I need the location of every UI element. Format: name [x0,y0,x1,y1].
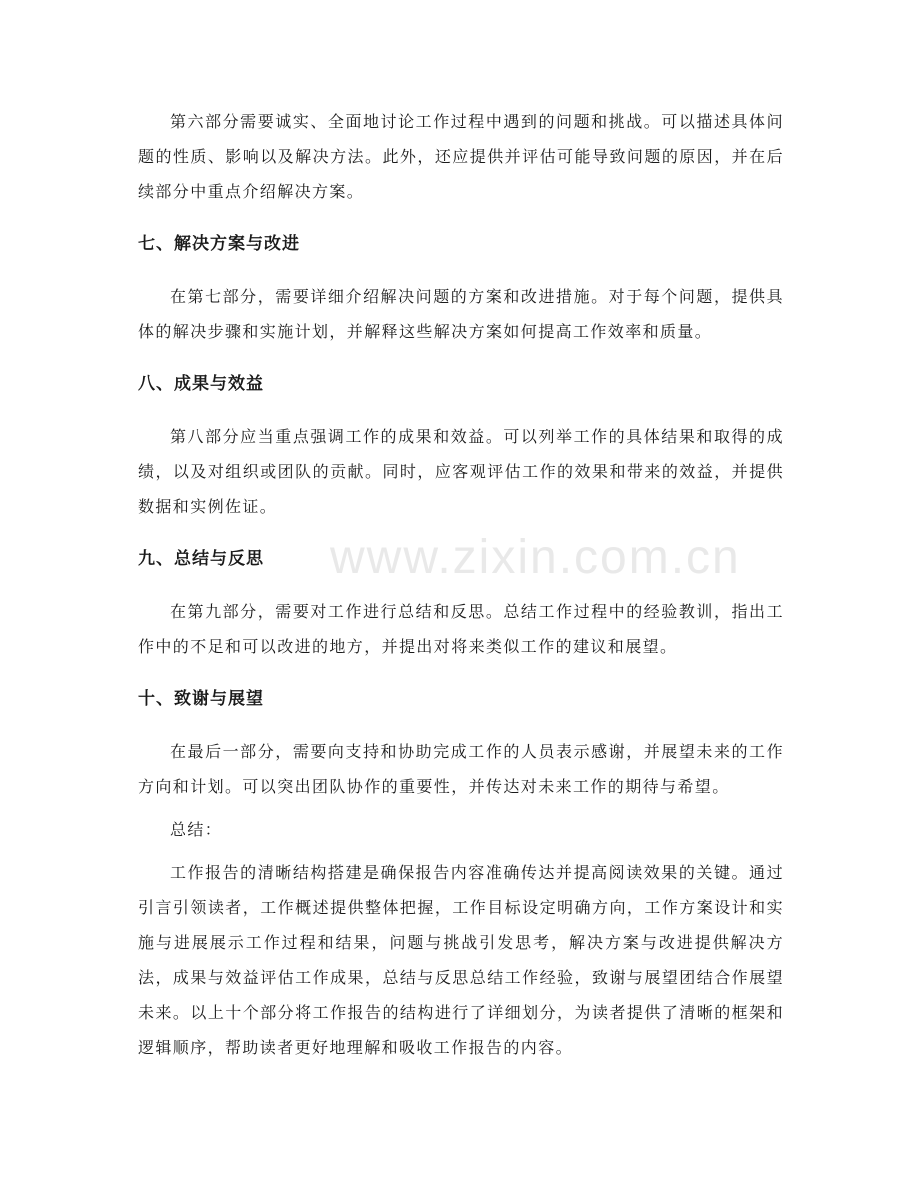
paragraph-part10: 在最后一部分，需要向支持和协助完成工作的人员表示感谢，并展望未来的工作方向和计划。可以突出团队协作的重要性，并传达对未来工作的期待与希望。 [138,742,784,796]
summary-paragraph: 工作报告的清晰结构搭建是确保报告内容准确传达并提高阅读效果的关键。通过引言引领读者，工作概述提供整体把握，工作目标设定明确方向，工作方案设计和实施与进展展示工作过程和结果，问题与挑战引发思考，解决方案与改进提供解决方法，成果与效益评估工作成果，总结与反思总结工作经验，致谢与展望团结合作展望未来。以上十个部分将工作报告的结构进行了详细划分，为读者提供了清晰的框架和逻辑顺序，帮助读者更好地理解和吸收工作报告的内容。 [138,863,784,1057]
heading-part9: 九、总结与反思 [138,549,264,569]
paragraph-part9: 在第九部分，需要对工作进行总结和反思。总结工作过程中的经验教训，指出工作中的不足和可以改进的地方，并提出对将来类似工作的建议和展望。 [138,602,784,656]
heading-part10: 十、致谢与展望 [138,689,264,709]
document-body [138,104,784,1065]
summary-label: 总结： [170,820,223,839]
heading-part8: 八、成果与效益 [138,374,264,394]
paragraph-part6: 第六部分需要诚实、全面地讨论工作过程中遇到的问题和挑战。可以描述具体问题的性质、影响以及解决方法。此外，还应提供并评估可能导致问题的原因，并在后续部分中重点介绍解决方案。 [138,112,784,201]
watermark: www.zixin.com.cn [330,531,741,584]
heading-part7: 七、解决方案与改进 [138,234,300,254]
paragraph-part7: 在第七部分，需要详细介绍解决问题的方案和改进措施。对于每个问题，提供具体的解决步骤和实施计划，并解释这些解决方案如何提高工作效率和质量。 [138,287,784,341]
paragraph-part8: 第八部分应当重点强调工作的成果和效益。可以列举工作的具体结果和取得的成绩，以及对组织或团队的贡献。同时，应客观评估工作的效果和带来的效益，并提供数据和实例佐证。 [138,427,784,516]
